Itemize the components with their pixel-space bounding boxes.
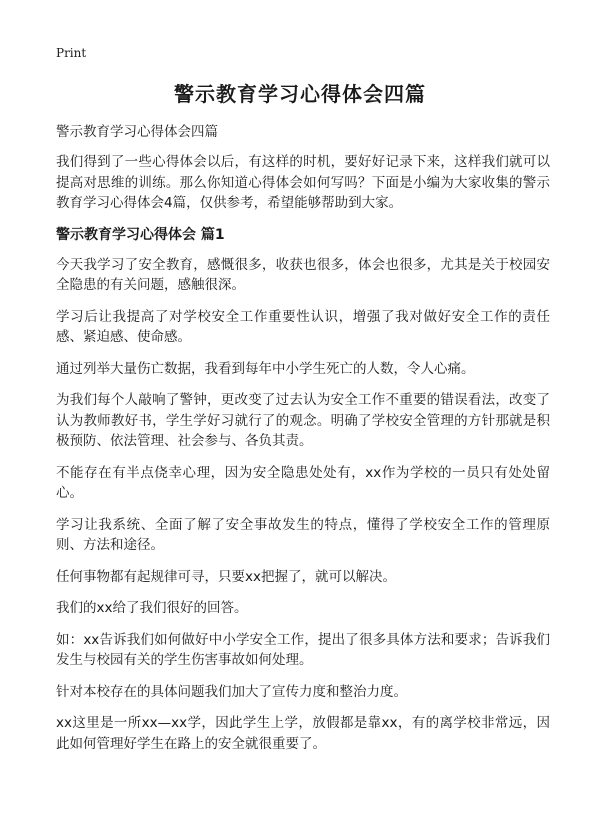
- body-paragraph: 学习后让我提高了对学校安全工作重要性认识，增强了我对做好安全工作的责任感、紧迫感、使命感。: [56, 308, 550, 345]
- document-subtitle: 警示教育学习心得体会四篇: [56, 124, 218, 140]
- body-paragraph: 如：xx告诉我们如何做好中小学安全工作，提出了很多具体方法和要求；告诉我们发生与校园有关的学生伤害事故如何处理。: [56, 631, 550, 668]
- body-paragraph: 通过列举大量伤亡数据，我看到每年中小学生死亡的人数，令人心痛。: [56, 360, 475, 377]
- body-paragraph: 针对本校存在的具体问题我们加大了宣传力度和整治力度。: [56, 683, 407, 700]
- body-paragraph: 今天我学习了安全教育，感慨很多，收获也很多，体会也很多，尤其是关于校园安全隐患的有关问题，感触很深。: [56, 256, 550, 293]
- body-paragraph: xx这里是一所xx—xx学，因此学生上学，放假都是靠xx，有的离学校非常远，因此如何管理好学生在路上的安全就很重要了。: [56, 715, 550, 752]
- body-paragraph: 不能存在有半点侥幸心理，因为安全隐患处处有，xx作为学校的一员只有处处留心。: [56, 464, 550, 501]
- body-paragraph: 为我们每个人敲响了警钟，更改变了过去认为安全工作不重要的错误看法，改变了认为教师教好书，学生学好习就行了的观念。明确了学校安全管理的方针那就是积极预防、依法管理、社会参与、各负其责。: [56, 392, 550, 449]
- intro-paragraph: 我们得到了一些心得体会以后，有这样的时机，要好好记录下来，这样我们就可以提高对思维的训练。那么你知道心得体会如何写吗？下面是小编为大家收集的警示教育学习心得体会4篇，仅供参考，希望能够帮助到大家。: [56, 154, 550, 211]
- section-heading: 警示教育学习心得体会 篇1: [56, 226, 225, 243]
- body-paragraph: 我们的xx给了我们很好的回答。: [56, 600, 248, 616]
- body-paragraph: 任何事物都有起规律可寻，只要xx把握了，就可以解决。: [56, 568, 396, 585]
- body-paragraph: 学习让我系统、全面了解了安全事故发生的特点，懂得了学校安全工作的管理原则、方法和途径。: [56, 516, 550, 553]
- document-body: [56, 122, 550, 765]
- print-link[interactable]: Print: [56, 46, 87, 60]
- page-title: 警示教育学习心得体会四篇: [174, 82, 426, 106]
